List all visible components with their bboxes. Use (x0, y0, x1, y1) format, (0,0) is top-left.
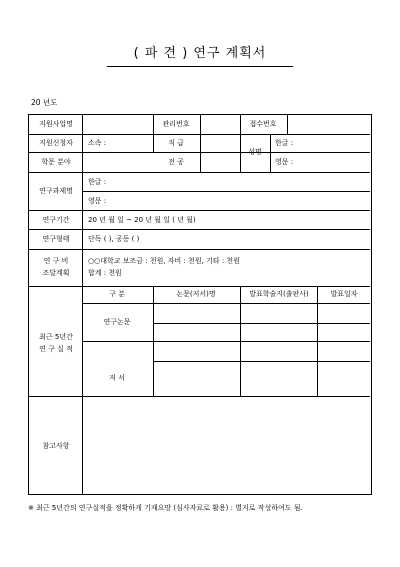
name-korean-field: 한글 : (275, 139, 294, 147)
col-rule (200, 115, 201, 172)
col-rule (153, 286, 154, 396)
row-rule (29, 210, 370, 211)
cost-label-line2: 조달계획 (42, 269, 70, 277)
name-label: 성명 (248, 148, 262, 156)
affiliation-field: 소속 : (88, 139, 107, 147)
year-line: 20 년도 (31, 98, 58, 107)
footnote: ※ 최근 5년간의 연구실적을 정확하게 기재요망 (심사자료로 활용) : 별지로 작성하여도 됨. (28, 504, 303, 512)
support-project-label: 지원사업명 (39, 120, 73, 128)
type-label: 연구형태 (42, 235, 70, 243)
achievements-label-line1: 최근 5년간 (39, 333, 73, 341)
row-rule (29, 396, 370, 397)
cost-detail: ○○대학교 보조금 : 천원, 자비 : 천원, 기타 : 천원 (88, 257, 240, 265)
receipt-no-label: 접수번호 (249, 120, 277, 128)
row-label-papers: 연구논문 (103, 318, 131, 326)
row-rule (153, 361, 370, 362)
cost-total: 합계 : 천원 (88, 269, 122, 277)
task-name-label: 연구과제명 (39, 187, 73, 195)
row-rule (82, 191, 370, 192)
col-rule (287, 115, 288, 134)
col-header-journal: 발표학술지(출판사) (249, 290, 309, 298)
field-label: 학문 분야 (41, 158, 71, 166)
row-rule (29, 172, 370, 173)
task-english-field: 영문 : (88, 197, 107, 205)
document-title: ( 파 견 ) 연구 계획서 (133, 46, 267, 61)
remarks-label: 참고사항 (42, 442, 70, 450)
row-rule (82, 341, 370, 342)
position-label: 직 급 (168, 139, 184, 147)
achievements-label-line2: 연 구 실 적 (39, 345, 73, 353)
col-rule (240, 134, 241, 172)
row-rule (29, 229, 370, 230)
col-rule (82, 115, 83, 494)
period-value: 20 년 월 일 ~ 20 년 월 일 ( 년 월) (88, 216, 196, 224)
task-korean-field: 한글 : (88, 178, 107, 186)
col-rule (240, 286, 241, 396)
col-header-category: 구 분 (109, 290, 125, 298)
col-rule (270, 134, 271, 172)
mgmt-no-label: 관리번호 (162, 120, 190, 128)
applicant-label: 지원신청자 (39, 139, 73, 147)
cost-label-line1: 연 구 비 (43, 257, 69, 265)
row-rule (29, 249, 370, 250)
major-label: 전 공 (168, 158, 184, 166)
col-header-title: 논문(저서)명 (176, 290, 216, 298)
period-label: 연구기간 (42, 216, 70, 224)
row-label-books: 저 서 (109, 374, 125, 382)
col-rule (153, 115, 154, 152)
plan-form-frame (28, 114, 372, 495)
title-underline (107, 66, 293, 67)
row-rule (82, 303, 370, 304)
row-rule (29, 286, 370, 287)
row-rule (153, 323, 370, 324)
col-rule (317, 286, 318, 396)
type-value: 단독 ( ), 공동 ( ) (88, 235, 140, 243)
name-english-field: 영문 : (275, 158, 294, 166)
col-rule (240, 115, 241, 134)
col-header-date: 발표일자 (330, 290, 358, 298)
